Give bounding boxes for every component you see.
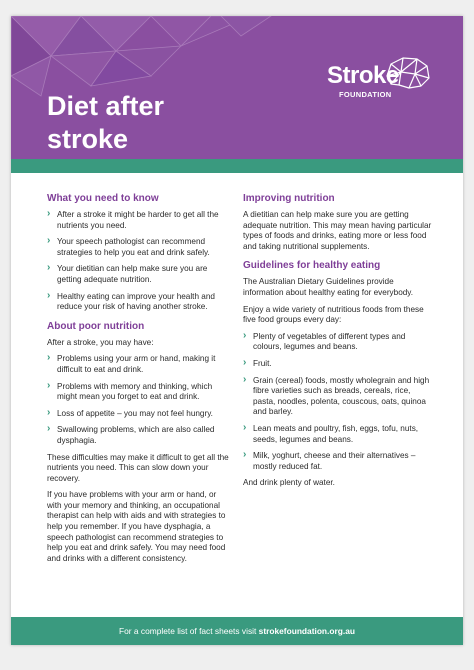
list-item: › After a stroke it might be harder to get all the nutrients you need. [47,210,233,231]
left-column [47,193,233,570]
paragraph: And drink plenty of water. [243,478,335,488]
footer-text: For a complete list of fact sheets visit [119,626,259,636]
header-banner [11,16,463,159]
footer-link[interactable]: strokefoundation.org.au [258,626,355,636]
list-item: › Problems with memory and thinking, which might mean you forget to eat and drink. [47,382,233,403]
logo-subtitle: FOUNDATION [339,90,392,99]
list-item: › Milk, yoghurt, cheese and their alternatives – mostly reduced fat. [243,451,433,472]
stroke-foundation-logo [327,54,447,104]
title-line-2: stroke [47,124,129,154]
paragraph: Enjoy a wide variety of nutritious foods from these five food groups every day: [243,304,424,325]
list-item: › Fruit. [243,359,433,370]
paragraph: A dietitian can help make sure you are getting adequate nutrition. This may mean having particular types of foods and drinks, eating more or less food and taking nutritional supplements. [243,210,432,251]
fact-sheet-page [11,16,463,645]
list-item: › Your speech pathologist can recommend strategies to help you eat and drink safely. [47,237,233,258]
right-column [243,193,433,495]
list-item: › Loss of appetite – you may not feel hungry. [47,409,233,420]
list-item: › Healthy eating can improve your health and reduce your risk of having another stroke. [47,292,233,313]
title-line-1: Diet after [47,91,165,121]
food-groups-list [243,332,433,473]
section-heading-about-poor-nutrition: About poor nutrition [47,320,145,332]
footer-bar [11,617,463,645]
section-heading-guidelines: Guidelines for healthy eating [243,260,381,272]
logo-wordmark: Stroke [327,62,399,89]
header-accent-bar [11,159,463,173]
list-item: › Your dietitian can help make sure you are getting adequate nutrition. [47,264,233,285]
section-heading-what-you-need-to-know: What you need to know [47,193,159,204]
section-heading-improving-nutrition: Improving nutrition [243,193,335,204]
page-title [47,90,164,156]
list-item: › Grain (cereal) foods, mostly wholegrain and high fibre varieties such as breads, cereals, rice, pasta, noodles, polenta, couscous, oats, quinoa and barley. [243,376,433,418]
paragraph: These difficulties may make it difficult to get all the nutrients you need. This can slow down your recovery. [47,452,229,483]
key-points-list [47,210,233,313]
paragraph: If you have problems with your arm or hand, or with your memory and thinking, an occupational therapist can help with aids and with strategies to help you remember. If you have dysphagia, a speech pathologist can recommend strategies to help you eat and drink safely. You may need food and drinks with a different consistency. [47,490,226,563]
paragraph: The Australian Dietary Guidelines provide information about healthy eating for everybody. [243,277,414,297]
list-item: › Problems using your arm or hand, making it difficult to eat and drink. [47,354,233,375]
paragraph: After a stroke, you may have: [47,337,154,347]
problems-list [47,354,233,446]
list-item: › Swallowing problems, which are also called dysphagia. [47,425,233,446]
list-item: › Lean meats and poultry, fish, eggs, tofu, nuts, seeds, legumes and beans. [243,424,433,445]
list-item: › Plenty of vegetables of different types and colours, legumes and beans. [243,332,433,353]
brain-icon [381,54,433,94]
